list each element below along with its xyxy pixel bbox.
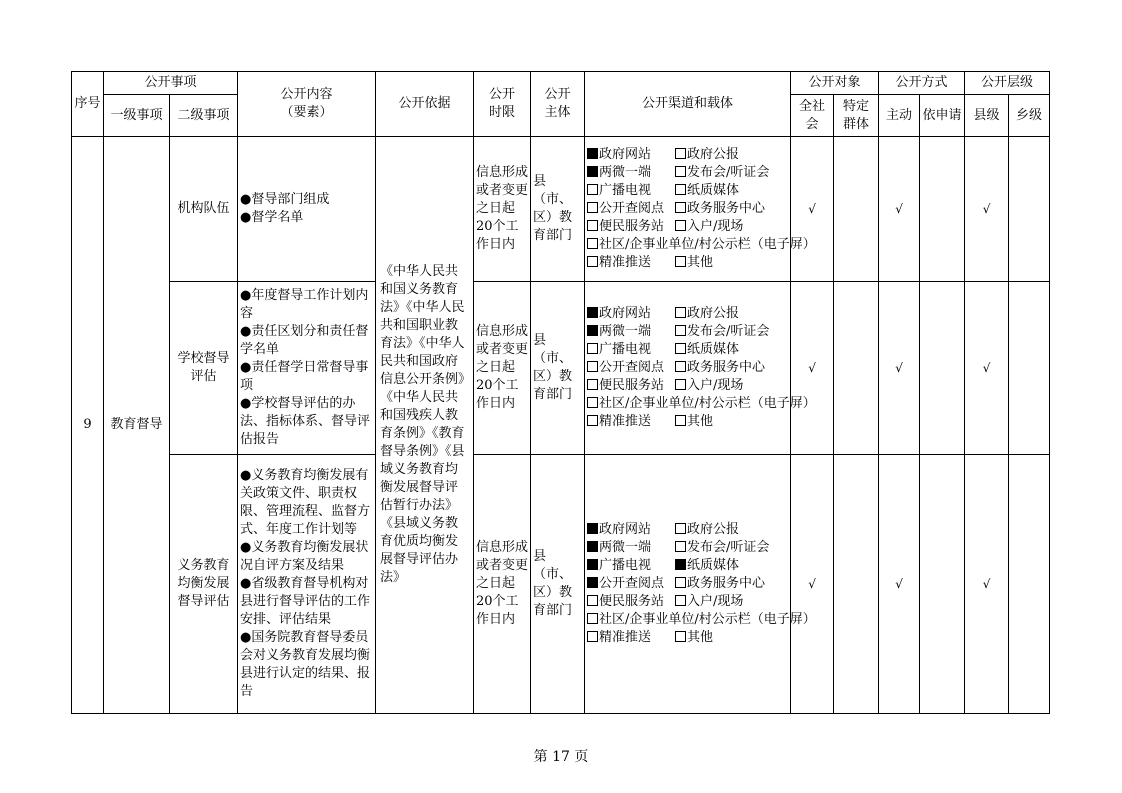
channel-label: 社区/企事业单位/村公示栏（电子屏） xyxy=(599,237,816,252)
level-township-cell xyxy=(1009,282,1050,455)
channel-label: 政务服务中心 xyxy=(687,201,766,216)
channel-row xyxy=(587,218,788,236)
channel-row xyxy=(587,236,816,254)
channel-label: 政府公报 xyxy=(687,147,740,162)
channel-service-center xyxy=(675,359,766,377)
channel-label: 公开查阅点 xyxy=(599,576,665,591)
channel-radio-tv xyxy=(587,182,675,200)
channel-label: 发布会/听证会 xyxy=(687,165,770,180)
channel-label: 政府公报 xyxy=(687,306,740,321)
channel-row xyxy=(587,593,788,611)
channel-other xyxy=(675,254,763,272)
unchecked-box-icon xyxy=(675,361,686,372)
content-item: ●年度督导工作计划内容 xyxy=(240,288,369,321)
channel-label: 两微一端 xyxy=(599,540,652,555)
channel-convenience-station xyxy=(587,218,675,236)
channel-row xyxy=(587,200,788,218)
channel-row xyxy=(587,305,788,323)
channel-two-micro-one xyxy=(587,323,675,341)
unchecked-box-icon xyxy=(675,220,686,231)
header-method-group: 公开方式 xyxy=(879,72,965,95)
checked-box-icon xyxy=(587,523,598,534)
channel-row xyxy=(587,359,788,377)
channel-row xyxy=(587,611,816,629)
audience-all-cell: √ xyxy=(791,455,834,714)
channel-radio-tv xyxy=(587,557,675,575)
channel-label: 广播电视 xyxy=(599,342,652,357)
method-active-cell: √ xyxy=(879,282,920,455)
header-level2: 二级事项 xyxy=(170,95,238,137)
content-item: ●学校督导评估的办法、指标体系、督导评估报告 xyxy=(240,396,371,447)
unchecked-box-icon xyxy=(587,397,598,408)
time-limit-cell: 信息形成或者变更之日起20个工作日内 xyxy=(474,455,531,714)
method-request-cell xyxy=(920,137,965,282)
channel-precise-push xyxy=(587,629,675,647)
channel-service-center xyxy=(675,575,766,593)
basis-cell: 《中华人民共和国义务教育法》《中华人民共和国职业教育法》《中华人民共和国政府信息公开条例》《中华人民共和国残疾人教育条例》《教育督导条例》《县域义务教育均衡发展督导评估暂行办法》《县域义务教育优质均衡发展督导评估办法》 xyxy=(376,137,474,714)
channel-gov-gazette xyxy=(675,146,763,164)
channel-row xyxy=(587,521,788,539)
channels-cell xyxy=(585,137,816,282)
channel-other xyxy=(675,629,763,647)
unchecked-box-icon xyxy=(587,238,598,249)
checked-box-icon xyxy=(675,559,686,570)
unchecked-box-icon xyxy=(587,184,598,195)
channel-press-conf xyxy=(675,539,770,557)
channel-row xyxy=(587,377,788,395)
unchecked-box-icon xyxy=(587,343,598,354)
channel-public-reading xyxy=(587,575,675,593)
channel-label: 便民服务站 xyxy=(599,594,665,609)
header-level-township: 乡级 xyxy=(1009,95,1050,137)
content-item: ●义务教育均衡发展有关政策文件、职责权限、管理流程、监督方式、年度工作计划等 xyxy=(240,468,371,537)
unchecked-box-icon xyxy=(587,256,598,267)
channel-door-to-door xyxy=(675,218,763,236)
unchecked-box-icon xyxy=(675,148,686,159)
content-item: ●义务教育均衡发展状况自评方案及结果 xyxy=(240,540,369,573)
channel-label: 其他 xyxy=(687,414,714,429)
unchecked-box-icon xyxy=(587,202,598,213)
subject-cell: 县（市、区）教育部门 xyxy=(531,455,585,714)
header-level-group: 公开层级 xyxy=(965,72,1050,95)
header-seq: 序号 xyxy=(72,72,104,137)
channel-label: 纸质媒体 xyxy=(687,342,740,357)
content-cell xyxy=(238,137,376,282)
time-limit-cell: 信息形成或者变更之日起20个工作日内 xyxy=(474,282,531,455)
channel-community-board xyxy=(587,395,816,413)
level2-cell: 学校督导评估 xyxy=(170,282,238,455)
unchecked-box-icon xyxy=(587,361,598,372)
header-method-request: 依申请 xyxy=(920,95,965,137)
unchecked-box-icon xyxy=(675,166,686,177)
channel-two-micro-one xyxy=(587,164,675,182)
level-county-cell: √ xyxy=(965,282,1009,455)
unchecked-box-icon xyxy=(675,307,686,318)
content-cell xyxy=(238,282,376,455)
channel-row xyxy=(587,557,788,575)
checked-box-icon xyxy=(587,559,598,570)
level-township-cell xyxy=(1009,455,1050,714)
channel-radio-tv xyxy=(587,341,675,359)
channel-row xyxy=(587,182,788,200)
channel-press-conf xyxy=(675,323,770,341)
channel-row xyxy=(587,395,816,413)
content-item: ●督导部门组成 xyxy=(240,192,330,207)
unchecked-box-icon xyxy=(675,577,686,588)
channel-label: 公开查阅点 xyxy=(599,360,665,375)
unchecked-box-icon xyxy=(675,325,686,336)
channel-label: 入户/现场 xyxy=(687,594,744,609)
header-audience-all: 全社 会 xyxy=(791,95,834,137)
channel-label: 两微一端 xyxy=(599,165,652,180)
channel-label: 广播电视 xyxy=(599,183,652,198)
table-row xyxy=(72,282,1050,455)
level2-cell: 机构队伍 xyxy=(170,137,238,282)
channel-label: 纸质媒体 xyxy=(687,183,740,198)
channel-label: 两微一端 xyxy=(599,324,652,339)
channel-label: 其他 xyxy=(687,630,714,645)
channel-label: 发布会/听证会 xyxy=(687,540,770,555)
channel-label: 社区/企事业单位/村公示栏（电子屏） xyxy=(599,396,816,411)
audience-all-cell: √ xyxy=(791,282,834,455)
audience-all-cell: √ xyxy=(791,137,834,282)
unchecked-box-icon xyxy=(675,256,686,267)
channel-label: 政府网站 xyxy=(599,306,652,321)
unchecked-box-icon xyxy=(675,523,686,534)
channel-label: 纸质媒体 xyxy=(687,558,740,573)
header-level1: 一级事项 xyxy=(104,95,170,137)
header-channels: 公开渠道和载体 xyxy=(585,72,791,137)
level2-cell: 义务教育均衡发展督导评估 xyxy=(170,455,238,714)
header-time-limit: 公开 时限 xyxy=(474,72,531,137)
channel-other xyxy=(675,413,763,431)
checked-box-icon xyxy=(587,541,598,552)
channel-label: 便民服务站 xyxy=(599,219,665,234)
unchecked-box-icon xyxy=(587,631,598,642)
unchecked-box-icon xyxy=(675,202,686,213)
seq-cell: 9 xyxy=(72,137,104,714)
method-request-cell xyxy=(920,455,965,714)
audience-specific-cell xyxy=(834,282,879,455)
channel-row xyxy=(587,341,788,359)
unchecked-box-icon xyxy=(675,595,686,606)
checked-box-icon xyxy=(587,166,598,177)
channel-row xyxy=(587,323,788,341)
channel-community-board xyxy=(587,611,816,629)
audience-specific-cell xyxy=(834,455,879,714)
method-active-cell: √ xyxy=(879,455,920,714)
channel-convenience-station xyxy=(587,593,675,611)
channel-label: 政府网站 xyxy=(599,147,652,162)
unchecked-box-icon xyxy=(675,415,686,426)
channel-gov-gazette xyxy=(675,305,763,323)
channel-row xyxy=(587,146,788,164)
channel-label: 其他 xyxy=(687,255,714,270)
checked-box-icon xyxy=(587,148,598,159)
channels-cell xyxy=(585,282,816,455)
header-method-active: 主动 xyxy=(879,95,920,137)
channel-gov-website xyxy=(587,146,675,164)
content-item: ●责任督学日常督导事项 xyxy=(240,360,369,393)
channel-paper-media xyxy=(675,182,763,200)
method-request-cell xyxy=(920,282,965,455)
channel-label: 公开查阅点 xyxy=(599,201,665,216)
unchecked-box-icon xyxy=(675,343,686,354)
channel-gov-website xyxy=(587,521,675,539)
header-subject: 公开 主体 xyxy=(531,72,585,137)
unchecked-box-icon xyxy=(587,415,598,426)
table-row xyxy=(72,455,1050,714)
channel-row xyxy=(587,413,788,431)
subject-cell: 县（市、区）教育部门 xyxy=(531,282,585,455)
page-number: 第 17 页 xyxy=(533,749,589,765)
header-audience-specific: 特定 群体 xyxy=(834,95,879,137)
level-county-cell: √ xyxy=(965,455,1009,714)
content-item: ●责任区划分和责任督学名单 xyxy=(240,324,369,357)
time-limit-cell: 信息形成或者变更之日起20个工作日内 xyxy=(474,137,531,282)
disclosure-table xyxy=(71,71,1050,714)
channel-label: 便民服务站 xyxy=(599,378,665,393)
checked-box-icon xyxy=(587,325,598,336)
channel-gov-gazette xyxy=(675,521,763,539)
channel-row xyxy=(587,575,788,593)
content-item: ●国务院教育督导委员会对义务教育发展均衡县进行认定的结果、报告 xyxy=(240,630,371,699)
unchecked-box-icon xyxy=(587,613,598,624)
channel-row xyxy=(587,254,788,272)
channel-door-to-door xyxy=(675,593,763,611)
channel-label: 精准推送 xyxy=(599,414,652,429)
table-row xyxy=(72,137,1050,282)
header-content: 公开内容 （要素） xyxy=(238,72,376,137)
channel-paper-media xyxy=(675,341,763,359)
checked-box-icon xyxy=(587,577,598,588)
subject-cell: 县（市、区）教育部门 xyxy=(531,137,585,282)
unchecked-box-icon xyxy=(675,631,686,642)
channel-gov-website xyxy=(587,305,675,323)
content-item: ●督学名单 xyxy=(240,210,304,225)
channel-label: 广播电视 xyxy=(599,558,652,573)
content-cell xyxy=(238,455,376,714)
level-township-cell xyxy=(1009,137,1050,282)
channel-label: 政务服务中心 xyxy=(687,576,766,591)
channel-label: 社区/企事业单位/村公示栏（电子屏） xyxy=(599,612,816,627)
channel-label: 政务服务中心 xyxy=(687,360,766,375)
channel-row xyxy=(587,539,788,557)
checked-box-icon xyxy=(587,307,598,318)
channel-public-reading xyxy=(587,359,675,377)
channel-community-board xyxy=(587,236,816,254)
channel-label: 政府网站 xyxy=(599,522,652,537)
channel-label: 发布会/听证会 xyxy=(687,324,770,339)
unchecked-box-icon xyxy=(587,595,598,606)
header-audience-group: 公开对象 xyxy=(791,72,879,95)
channel-paper-media xyxy=(675,557,763,575)
channel-row xyxy=(587,629,788,647)
unchecked-box-icon xyxy=(675,184,686,195)
channel-label: 政府公报 xyxy=(687,522,740,537)
level-county-cell: √ xyxy=(965,137,1009,282)
channel-public-reading xyxy=(587,200,675,218)
channel-label: 入户/现场 xyxy=(687,219,744,234)
channel-convenience-station xyxy=(587,377,675,395)
content-item: ●省级教育督导机构对县进行督导评估的工作安排、评估结果 xyxy=(240,576,371,627)
channel-label: 入户/现场 xyxy=(687,378,744,393)
channel-label: 精准推送 xyxy=(599,630,652,645)
channel-precise-push xyxy=(587,254,675,272)
channel-two-micro-one xyxy=(587,539,675,557)
channels-cell xyxy=(585,455,816,714)
channel-press-conf xyxy=(675,164,770,182)
unchecked-box-icon xyxy=(587,379,598,390)
level1-cell: 教育督导 xyxy=(104,137,170,714)
audience-specific-cell xyxy=(834,137,879,282)
channel-precise-push xyxy=(587,413,675,431)
unchecked-box-icon xyxy=(675,541,686,552)
header-matter-group: 公开事项 xyxy=(104,72,238,95)
channel-row xyxy=(587,164,788,182)
channel-door-to-door xyxy=(675,377,763,395)
header-level-county: 县级 xyxy=(965,95,1009,137)
method-active-cell: √ xyxy=(879,137,920,282)
channel-service-center xyxy=(675,200,766,218)
unchecked-box-icon xyxy=(675,379,686,390)
header-basis: 公开依据 xyxy=(376,72,474,137)
unchecked-box-icon xyxy=(587,220,598,231)
channel-label: 精准推送 xyxy=(599,255,652,270)
